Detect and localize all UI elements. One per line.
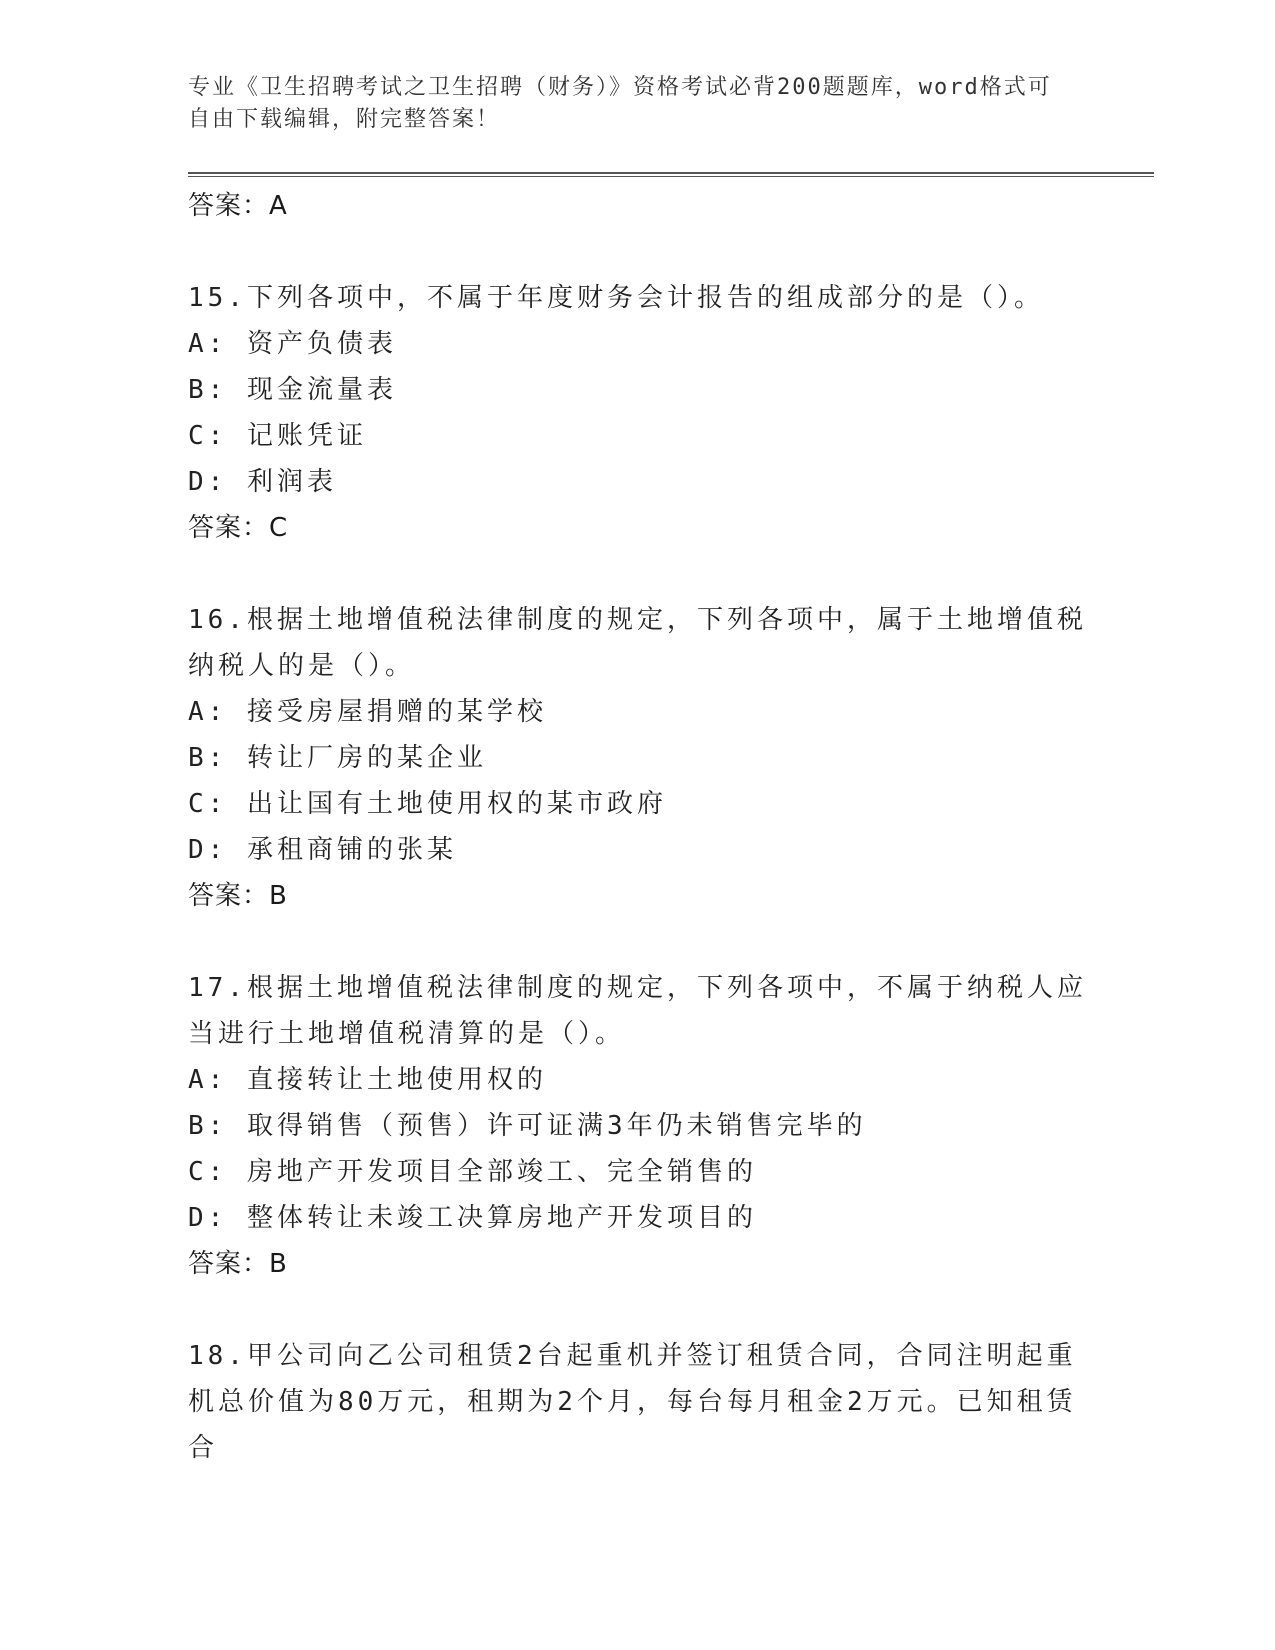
option-c: C: 房地产开发项目全部竣工、完全销售的 xyxy=(188,1157,757,1187)
header-rule-bottom xyxy=(188,176,1154,177)
answer-line: 答案：B xyxy=(188,1249,288,1279)
question-stem: 15.下列各项中，不属于年度财务会计报告的组成部分的是（）。 xyxy=(188,283,1044,313)
document-body xyxy=(188,183,1088,1471)
question-17 xyxy=(188,965,1088,1287)
option-a: A: 资产负债表 xyxy=(188,329,397,359)
option-d: D: 利润表 xyxy=(188,467,337,497)
question-stem: 18.甲公司向乙公司租赁2台起重机并签订租赁合同，合同注明起重机总价值为80万元，租期为2个月，每台每月租金2万元。已知租赁合 xyxy=(188,1341,1077,1463)
option-c: C: 记账凭证 xyxy=(188,421,367,451)
option-b: B: 取得销售（预售）许可证满3年仍未销售完毕的 xyxy=(188,1111,867,1141)
option-d: D: 承租商铺的张某 xyxy=(188,835,457,865)
option-b: B: 现金流量表 xyxy=(188,375,397,405)
question-stem: 16.根据土地增值税法律制度的规定，下列各项中，属于土地增值税纳税人的是（）。 xyxy=(188,605,1087,681)
document-header: 专业《卫生招聘考试之卫生招聘（财务）》资格考试必背200题题库，word格式可自由下载编辑，附完整答案！ xyxy=(188,75,1052,132)
option-b: B: 转让厂房的某企业 xyxy=(188,743,487,773)
option-c: C: 出让国有土地使用权的某市政府 xyxy=(188,789,667,819)
option-d: D: 整体转让未竣工决算房地产开发项目的 xyxy=(188,1203,757,1233)
answer-line: 答案：B xyxy=(188,881,288,911)
question-stem: 17.根据土地增值税法律制度的规定，下列各项中，不属于纳税人应当进行土地增值税清算的是（）。 xyxy=(188,973,1087,1049)
option-a: A: 接受房屋捐赠的某学校 xyxy=(188,697,547,727)
question-18 xyxy=(188,1333,1088,1471)
question-15 xyxy=(188,275,1088,551)
question-16 xyxy=(188,597,1088,919)
answer-line: 答案：A xyxy=(188,191,288,221)
option-a: A: 直接转让土地使用权的 xyxy=(188,1065,547,1095)
answer-line: 答案：C xyxy=(188,513,289,543)
header-rule-top xyxy=(188,172,1154,174)
